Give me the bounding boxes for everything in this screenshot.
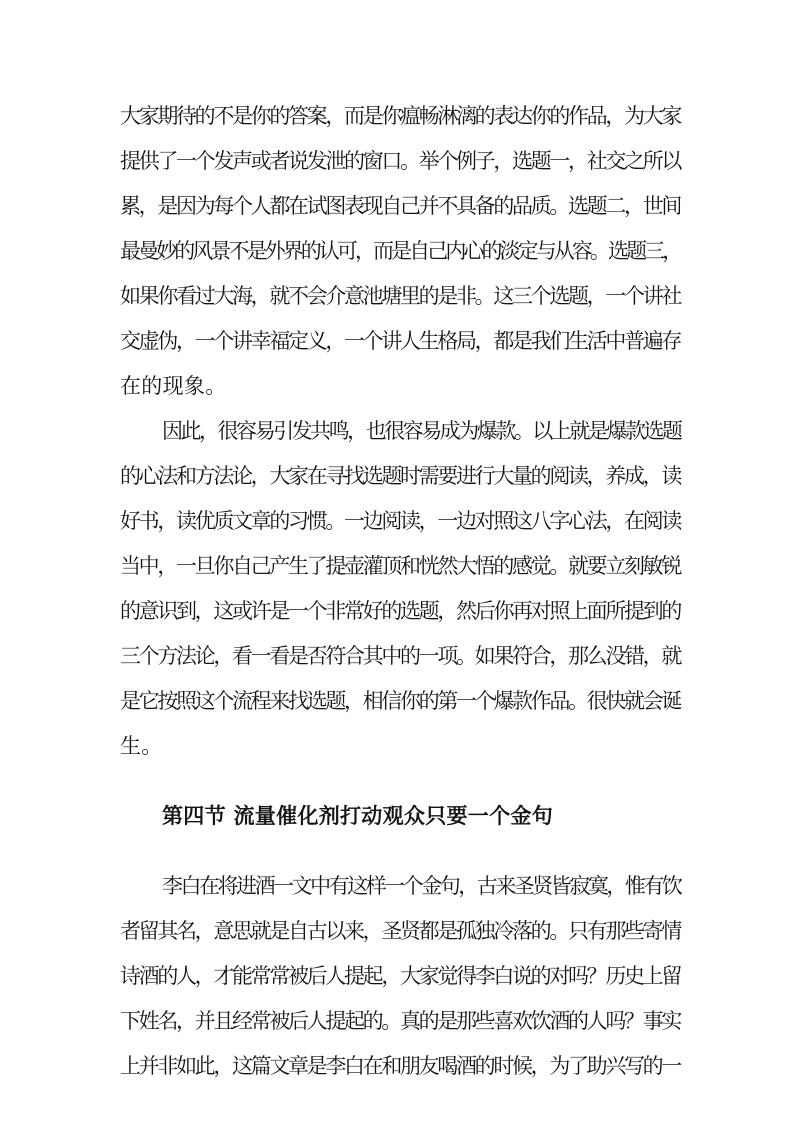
paragraph-line: 在的现象。 — [120, 374, 227, 398]
paragraph-line: 者留其名，意思就是自古以来，圣贤都是孤独冷落的。只有那些寄情 — [120, 919, 680, 943]
paragraph-line: 好书，读优质文章的习惯。一边阅读，一边对照这八字心法，在阅读 — [120, 509, 680, 533]
paragraph-line: 诗酒的人，才能常常被后人提起，大家觉得李白说的对吗？历史上留 — [120, 964, 680, 988]
paragraph-line: 的意识到，这或许是一个非常好的选题，然后你再对照上面所提到的 — [120, 599, 680, 623]
section-heading: 第四节 流量催化剂打动观众只要一个金句 — [162, 804, 554, 828]
paragraph-line: 累，是因为每个人都在试图表现自己并不具备的品质。选题二，世间 — [120, 194, 680, 218]
paragraph-line: 上并非如此，这篇文章是李白在和朋友喝酒的时候，为了助兴写的一 — [120, 1054, 680, 1078]
paragraph-line: 大家期待的不是你的答案，而是你瘟畅淋漓的表达你的作品，为大家 — [120, 104, 680, 128]
paragraph-line: 的心法和方法论，大家在寻找选题时需要进行大量的阅读，养成，读 — [120, 464, 680, 488]
paragraph-line: 是它按照这个流程来找选题，相信你的第一个爆款作品。很快就会诞 — [120, 689, 680, 713]
paragraph-line: 最曼妙的风景不是外界的认可，而是自己内心的淡定与从容。选题三， — [120, 239, 681, 263]
paragraph-line: 生。 — [120, 734, 163, 758]
paragraph-line: 当中，一旦你自己产生了提壶灌顶和恍然大悟的感觉。就要立刻敏锐 — [120, 554, 680, 578]
paragraph-line: 如果你看过大海，就不会介意池塘里的是非。这三个选题，一个讲社 — [120, 284, 680, 308]
paragraph-line: 提供了一个发声或者说发泄的窗口。举个例子，选题一，社交之所以 — [120, 149, 680, 173]
paragraph-first-line: 因此，很容易引发共鸣，也很容易成为爆款。以上就是爆款选题 — [162, 419, 681, 443]
paragraph-first-line: 李白在将进酒一文中有这样一个金句，古来圣贤皆寂寞，惟有饮 — [162, 874, 681, 898]
paragraph-line: 三个方法论，看一看是否符合其中的一项。如果符合，那么没错，就 — [120, 644, 680, 668]
paragraph-line: 交虚伪，一个讲幸福定义，一个讲人生格局，都是我们生活中普遍存 — [120, 329, 680, 353]
paragraph-line: 下姓名，并且经常被后人提起的。真的是那些喜欢饮酒的人吗？事实 — [120, 1009, 680, 1033]
